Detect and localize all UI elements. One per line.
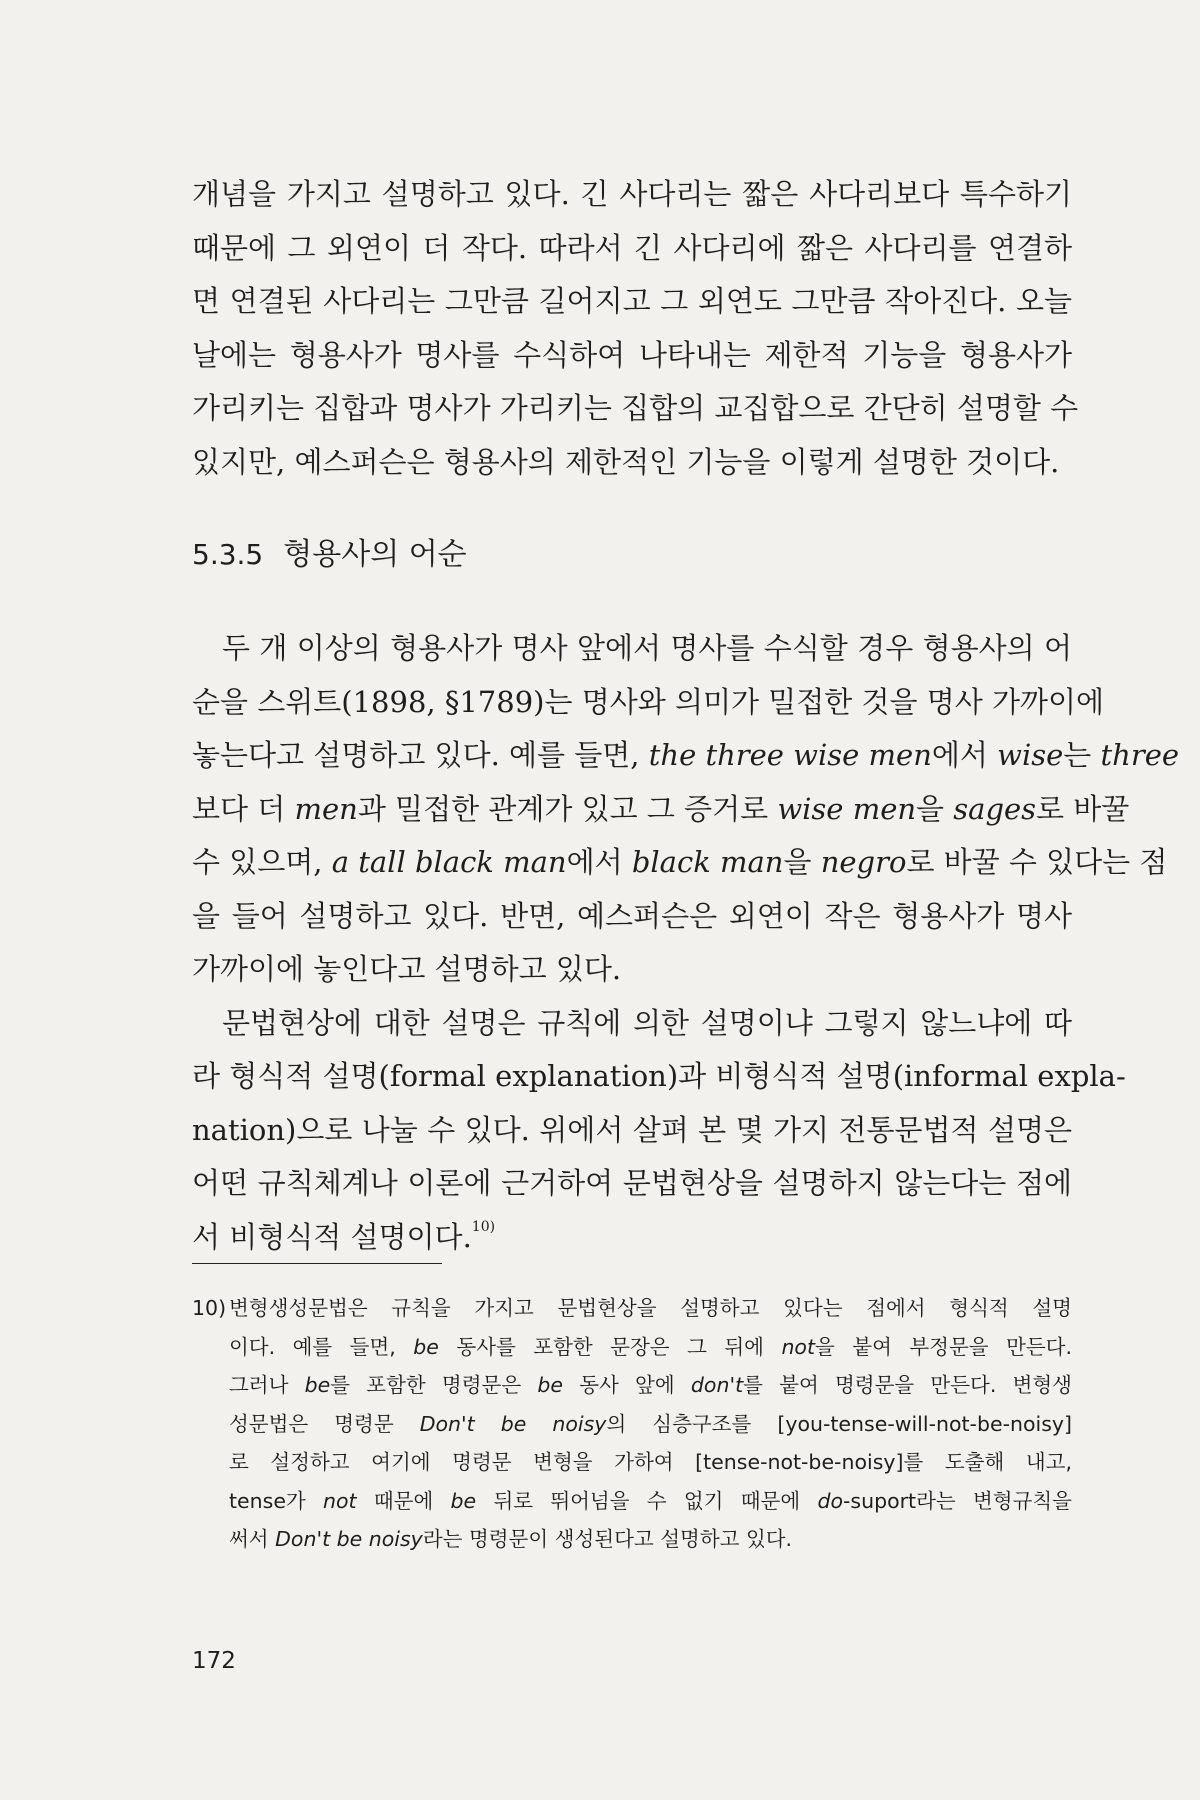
example-word: be	[304, 1373, 331, 1397]
footnote-line: 로 설정하고 여기에 명령문 변형을 가하여 [tense-not-be-noisy]를 도출해 내고,	[229, 1450, 1072, 1474]
text-line: 개념을 가지고 설명하고 있다. 긴 사다리는 짧은 사다리보다 특수하기	[192, 177, 1072, 211]
example-word: men	[294, 791, 358, 826]
text-span: 에서	[566, 845, 632, 879]
footnote-line	[192, 1328, 1072, 1367]
text-span: 를 포함한 명령문은	[330, 1373, 538, 1397]
text-line: 두 개 이상의 형용사가 명사 앞에서 명사를 수식할 경우 형용사의 어	[222, 631, 1072, 665]
text-line: 때문에 그 외연이 더 작다. 따라서 긴 사다리에 짧은 사다리를 연결하	[192, 230, 1072, 265]
example-word: negro	[820, 845, 907, 879]
footnote-divider	[192, 1263, 442, 1264]
example-word: three	[1100, 738, 1180, 772]
example-word: wise	[997, 738, 1064, 772]
text-line: 가리키는 집합과 명사가 가리키는 집합의 교집합으로 간단히 설명할 수	[192, 391, 1079, 425]
footnote-number: 10)	[192, 1296, 227, 1320]
text-line: nation)으로 나눌 수 있다. 위에서 살펴 본 몇 가지 전통문법적 설명은	[192, 1112, 1072, 1147]
paragraph-1	[192, 168, 1079, 489]
text-span: 변형생성문법은 규칙을 가지고 문법현상을 설명하고 있다는 점에서 형식적 설명	[229, 1296, 1072, 1320]
footnote-10	[192, 1289, 1072, 1559]
text-line: 있지만, 예스퍼슨은 형용사의 제한적인 기능을 이렇게 설명한 것이다.	[192, 444, 1060, 479]
text-span: 수 있으며,	[192, 845, 332, 879]
text-line: 을 들어 설명하고 있다. 반면, 예스퍼슨은 외연이 작은 형용사가 명사	[192, 898, 1072, 933]
text-span: -suport라는 변형규칙을	[843, 1488, 1072, 1513]
text-span: 보다 더	[192, 791, 295, 826]
example-word: sages	[953, 791, 1037, 826]
footnote-line	[192, 1520, 1072, 1559]
text-span: 의 심층구조를 [you-tense-will-not-be-noisy]	[606, 1411, 1073, 1436]
example-word: be	[450, 1488, 477, 1513]
example-phrase: a tall black man	[331, 845, 567, 879]
text-span: 동사를 포함한 문장은 그 뒤에	[438, 1334, 782, 1359]
example-word: not	[323, 1488, 357, 1513]
paragraph-2	[192, 622, 1180, 997]
section-number: 5.3.5	[192, 538, 264, 571]
text-line: 가까이에 놓인다고 설명하고 있다.	[192, 952, 622, 986]
example-word: do	[817, 1488, 843, 1513]
page-number: 172	[192, 1648, 236, 1674]
text-span: tense가	[229, 1488, 324, 1513]
example-word: be	[413, 1334, 439, 1359]
footnote-line	[192, 1405, 1072, 1444]
text-line: 문법현상에 대한 설명은 규칙에 의한 설명이냐 그렇지 않느냐에 따	[222, 1005, 1072, 1040]
example-phrase: Don't be noisy	[275, 1527, 423, 1551]
text-span: 로 바꿀	[1036, 791, 1130, 826]
footnote-line	[192, 1366, 1072, 1405]
text-span: 이다. 예를 들면,	[229, 1334, 414, 1359]
text-span: 그러나	[229, 1373, 305, 1397]
example-phrase: Don't be noisy	[419, 1411, 607, 1436]
text-span: 라는 명령문이 생성된다고 설명하고 있다.	[422, 1527, 793, 1551]
footnote-line	[192, 1482, 1072, 1521]
text-span: 서 비형식적 설명이다.	[192, 1219, 472, 1254]
text-span: 을	[916, 791, 954, 826]
text-span: 동사 앞에	[563, 1373, 691, 1397]
text-line: 어떤 규칙체계나 이론에 근거하여 문법현상을 설명하지 않는다는 점에	[192, 1166, 1072, 1200]
text-span: 성문법은 명령문	[229, 1411, 420, 1436]
text-span: 과 밀접한 관계가 있고 그 증거로	[357, 791, 778, 826]
paragraph-3	[192, 997, 1126, 1265]
text-span: 로 바꿀 수 있다는 점	[906, 845, 1168, 879]
footnote-reference[interactable]: 10)	[471, 1218, 496, 1235]
section-heading	[192, 535, 1072, 575]
text-span: 때문에	[356, 1488, 451, 1513]
body-text	[192, 168, 1180, 1264]
example-word: don't	[690, 1373, 744, 1397]
text-line	[192, 836, 1168, 890]
example-word: not	[781, 1334, 816, 1359]
text-line: 날에는 형용사가 명사를 수식하여 나타내는 제한적 기능을 형용사가	[192, 337, 1072, 372]
text-span: 뒤로 뛰어넘을 수 없기 때문에	[476, 1488, 818, 1513]
text-span: 는	[1063, 738, 1101, 772]
section-title: 형용사의 어순	[283, 537, 467, 572]
example-phrase: the three wise men	[648, 738, 932, 772]
example-phrase: wise men	[777, 791, 917, 826]
text-line	[192, 729, 1180, 783]
text-span: 을	[783, 845, 821, 879]
text-line	[192, 783, 1130, 837]
text-span: 을 붙여 부정문을 만든다.	[815, 1334, 1072, 1359]
text-line: 라 형식적 설명(formal explanation)과 비형식적 설명(informal expla-	[192, 1059, 1126, 1093]
text-span: 에서	[931, 738, 998, 772]
text-span: 를 붙여 명령문을 만든다. 변형생	[743, 1373, 1072, 1397]
text-line: 면 연결된 사다리는 그만큼 길어지고 그 외연도 그만큼 작아진다. 오늘	[192, 284, 1072, 318]
text-span: 놓는다고 설명하고 있다. 예를 들면,	[192, 738, 649, 772]
text-line: 순을 스위트(1898, §1789)는 명사와 의미가 밀접한 것을 명사 가까이에	[192, 684, 1105, 719]
text-span: 써서	[229, 1527, 276, 1551]
footnote-line	[192, 1289, 1072, 1328]
text-line	[192, 1211, 1072, 1265]
example-phrase: black man	[631, 845, 784, 879]
example-word: be	[537, 1373, 563, 1397]
